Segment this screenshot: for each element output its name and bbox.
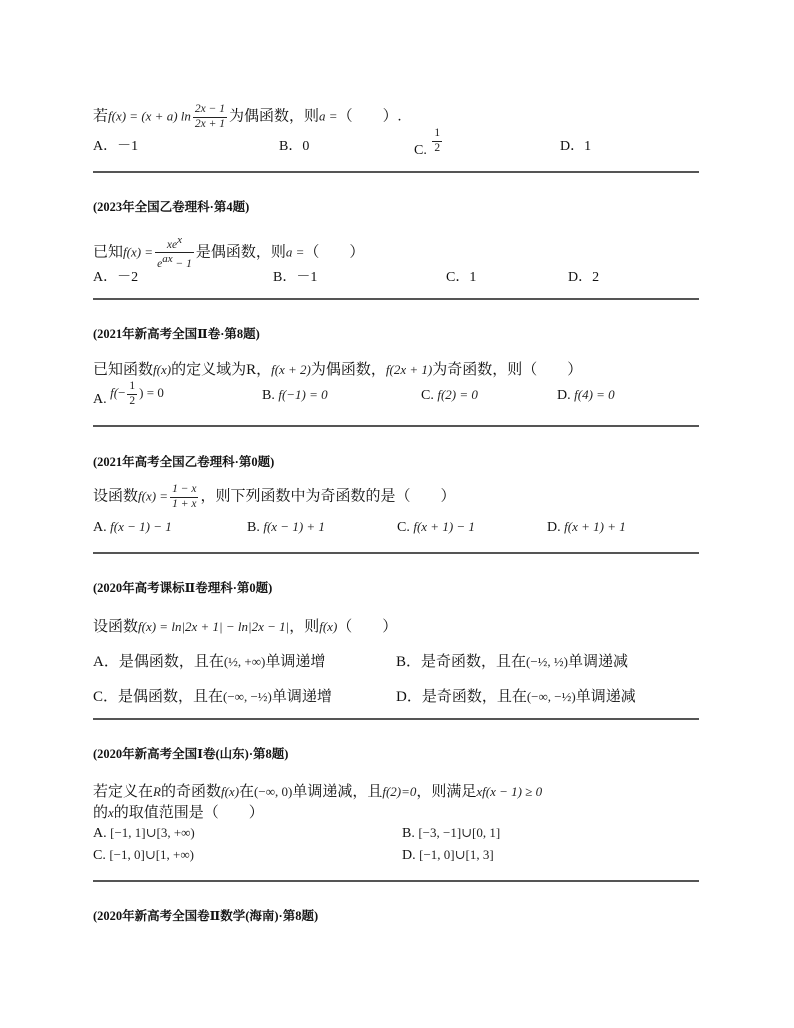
- q3-option-a-label: A.: [93, 392, 107, 408]
- q5-option-b-pre: B．是奇函数，且在: [396, 654, 527, 670]
- q2-frac-numerator: [155, 235, 194, 253]
- q6-option-b-expr: [−3, −1]∪[0, 1]: [418, 825, 501, 840]
- q4-option-a-expr: f(x − 1) − 1: [110, 519, 172, 534]
- q6-option-d-label: D.: [402, 848, 416, 863]
- q6-x: x: [108, 805, 114, 820]
- q6-line2-end: 的取值范围是（ ）: [113, 805, 264, 821]
- q4-option-d-label: D.: [547, 520, 561, 535]
- q5-option-c-post: 单调递增: [271, 689, 332, 705]
- q5-option-a-post: 单调递增: [265, 654, 326, 670]
- q2-option-a: A．－2: [93, 270, 139, 285]
- q6-option-a-expr: [−1, 1]∪[3, +∞): [110, 825, 195, 840]
- q6-option-b-label: B.: [402, 826, 415, 841]
- q5-stem: [93, 615, 397, 636]
- q1-stem: [93, 104, 401, 130]
- q4-stem: [93, 484, 455, 510]
- q3-stem-prefix: 已知函数: [93, 362, 154, 378]
- q6-stem-line1: [93, 780, 542, 801]
- q5-option-d: [396, 685, 636, 706]
- q5-option-d-pre: D．是奇函数，且在: [396, 689, 527, 705]
- divider: [93, 880, 699, 882]
- q4-option-c-label: C.: [397, 520, 410, 535]
- q5-option-b: [396, 650, 628, 671]
- q6-f2: f(2)=0: [382, 784, 417, 799]
- q4-option-b: [247, 519, 325, 536]
- q6-line2-prefix: 的: [93, 805, 109, 821]
- q3-option-a: A. f(− $\frac{1}{2}$ ) = 0: [93, 380, 164, 408]
- q5-option-c-pre: C．是偶函数，且在: [93, 689, 224, 705]
- q2-a-equals: a =: [285, 244, 305, 260]
- q4-stem-end: ，则下列函数中为奇函数的是（ ）: [200, 488, 456, 505]
- q2-fraction: [155, 235, 194, 271]
- divider: [93, 425, 699, 427]
- q3-option-d-label: D.: [557, 388, 571, 403]
- q6-stem-prefix: 若定义在: [93, 784, 154, 800]
- q6-option-a-label: A.: [93, 826, 107, 841]
- q4-option-a-label: A.: [93, 520, 107, 535]
- q6-fx: f(x): [220, 784, 240, 799]
- q5-fx: f(x): [319, 619, 338, 634]
- q4-option-c: [397, 519, 475, 536]
- q4-stem-prefix: 设函数: [93, 488, 139, 505]
- q3-option-a-num: 1: [127, 381, 137, 395]
- q6-option-b: [402, 825, 500, 842]
- q1-option-c: [414, 128, 444, 159]
- q6-option-c-label: C.: [93, 848, 106, 863]
- q1-frac-denominator: 2x + 1: [194, 117, 226, 130]
- q6-option-d-expr: [−1, 0]∪[1, 3]: [419, 847, 494, 862]
- q1-option-c-num: 1: [432, 128, 442, 142]
- divider: [93, 718, 699, 720]
- q5-source: (2020年高考课标Ⅱ卷理科·第0题): [93, 581, 273, 595]
- divider: [93, 171, 699, 173]
- q2-den-sup: ax: [162, 253, 173, 266]
- q1-stem-end: （ ）.: [337, 108, 402, 125]
- q3-option-c-label: C.: [421, 388, 434, 403]
- q6-source: (2020年新高考全国Ⅰ卷(山东)·第8题): [93, 747, 289, 761]
- q4-fraction: [170, 484, 198, 510]
- q4-option-c-expr: f(x + 1) − 1: [413, 519, 475, 534]
- q6-option-c: [93, 847, 194, 864]
- q3-option-c-expr: f(2) = 0: [437, 387, 478, 402]
- q5-option-d-interval: (−∞, −½): [526, 689, 576, 704]
- q1-fraction: [193, 104, 227, 130]
- q1-stem-middle: 为偶函数，则: [229, 108, 320, 125]
- q5-option-a-pre: A．是偶函数，且在: [93, 654, 224, 670]
- q5-function: f(x) = ln|2x + 1| − ln|2x − 1|: [138, 619, 290, 634]
- q3-option-a-post: ) = 0: [139, 385, 164, 401]
- q3-f-scaled: f(2x + 1): [385, 362, 433, 377]
- q2-den-tail: − 1: [172, 258, 192, 271]
- q3-stem-middle-1: 的定义域为R，: [171, 362, 272, 378]
- q1-option-c-den: 2: [434, 141, 441, 154]
- q4-option-d-expr: f(x + 1) + 1: [564, 519, 626, 534]
- q2-function: f(x) =: [123, 244, 154, 260]
- q6-stem-middle-3: 单调递减，且: [292, 784, 383, 800]
- q1-option-c-label: C.: [414, 143, 427, 159]
- q3-option-d: [557, 387, 615, 404]
- q6-domain-R: R: [153, 784, 161, 799]
- q1-option-a: A．－1: [93, 139, 139, 154]
- q3-source: (2021年新高考全国Ⅱ卷·第8题): [93, 327, 260, 341]
- q3-f-shift: f(x + 2): [271, 362, 311, 377]
- divider: [93, 298, 699, 300]
- q2-stem-prefix: 已知: [93, 244, 124, 261]
- q1-a-equals: a =: [319, 108, 338, 124]
- q6-stem-middle-1: 的奇函数: [160, 784, 221, 800]
- q4-source: (2021年高考全国乙卷理科·第0题): [93, 455, 275, 469]
- q5-stem-prefix: 设函数: [93, 619, 139, 635]
- q4-option-b-expr: f(x − 1) + 1: [263, 519, 325, 534]
- q2-option-c: C．1: [446, 270, 477, 285]
- q1-option-c-fraction: [432, 128, 442, 154]
- q5-option-b-interval: (−½, ½): [526, 654, 569, 669]
- q3-option-a-den: 2: [129, 394, 136, 407]
- q7-source: (2020年新高考全国卷Ⅱ数学(海南)·第8题): [93, 909, 319, 923]
- q5-option-a-interval: (½, +∞): [223, 654, 266, 669]
- q3-option-b: [262, 387, 328, 404]
- q3-option-b-label: B.: [262, 388, 275, 403]
- q2-frac-denominator: [155, 253, 194, 270]
- q3-stem: [93, 358, 582, 379]
- q6-option-d: [402, 847, 494, 864]
- q1-option-b: B．0: [279, 139, 310, 154]
- q3-option-d-expr: f(4) = 0: [574, 387, 615, 402]
- q5-option-c: [93, 685, 332, 706]
- q5-stem-end: （ ）: [337, 619, 398, 635]
- q3-option-a-fraction: [127, 381, 137, 407]
- q2-num-base: xe: [166, 238, 178, 251]
- q1-frac-numerator: 2x − 1: [193, 104, 227, 118]
- divider: [93, 552, 699, 554]
- q5-option-c-interval: (−∞, −½): [223, 689, 272, 704]
- q3-stem-middle-2: 为偶函数，: [310, 362, 386, 378]
- q1-stem-prefix: 若: [93, 108, 109, 125]
- q3-stem-end: 为奇函数，则（ ）: [432, 362, 583, 378]
- q4-frac-denominator: 1 + x: [172, 497, 197, 510]
- q6-interval: (−∞, 0): [254, 784, 293, 799]
- q2-num-sup: x: [177, 234, 183, 246]
- q6-stem-middle-2: 在: [239, 784, 255, 800]
- q4-option-b-label: B.: [247, 520, 260, 535]
- q5-option-d-post: 单调递减: [575, 689, 636, 705]
- q2-option-b: B．－1: [273, 270, 318, 285]
- q5-option-b-post: 单调递减: [568, 654, 629, 670]
- q2-option-d: D．2: [568, 270, 600, 285]
- q4-frac-numerator: 1 − x: [170, 484, 198, 498]
- q2-stem-end: （ ）: [304, 244, 365, 261]
- q2-source: (2023年全国乙卷理科·第4题): [93, 200, 250, 214]
- q3-option-b-expr: f(−1) = 0: [278, 387, 328, 402]
- q3-option-a-pre: f(: [110, 385, 119, 401]
- q4-option-d: [547, 519, 626, 536]
- q6-stem-middle-4: ，则满足: [416, 784, 477, 800]
- q5-option-a: [93, 650, 325, 671]
- q4-option-a: [93, 519, 172, 536]
- q4-function: f(x) =: [138, 488, 169, 504]
- q1-option-d: D．1: [560, 139, 592, 154]
- q6-option-c-expr: [−1, 0]∪[1, +∞): [109, 847, 194, 862]
- q6-stem-line2: [93, 801, 264, 822]
- q6-inequality: xf(x − 1) ≥ 0: [476, 784, 543, 799]
- q5-stem-middle: ，则: [289, 619, 320, 635]
- q2-den-base: e: [157, 258, 163, 271]
- q3-option-c: [421, 387, 478, 404]
- q3-function: f(x): [153, 362, 172, 377]
- q1-function: f(x) = (x + a) ln: [108, 108, 191, 124]
- q6-option-a: [93, 825, 195, 842]
- q2-stem-middle: 是偶函数，则: [195, 244, 286, 261]
